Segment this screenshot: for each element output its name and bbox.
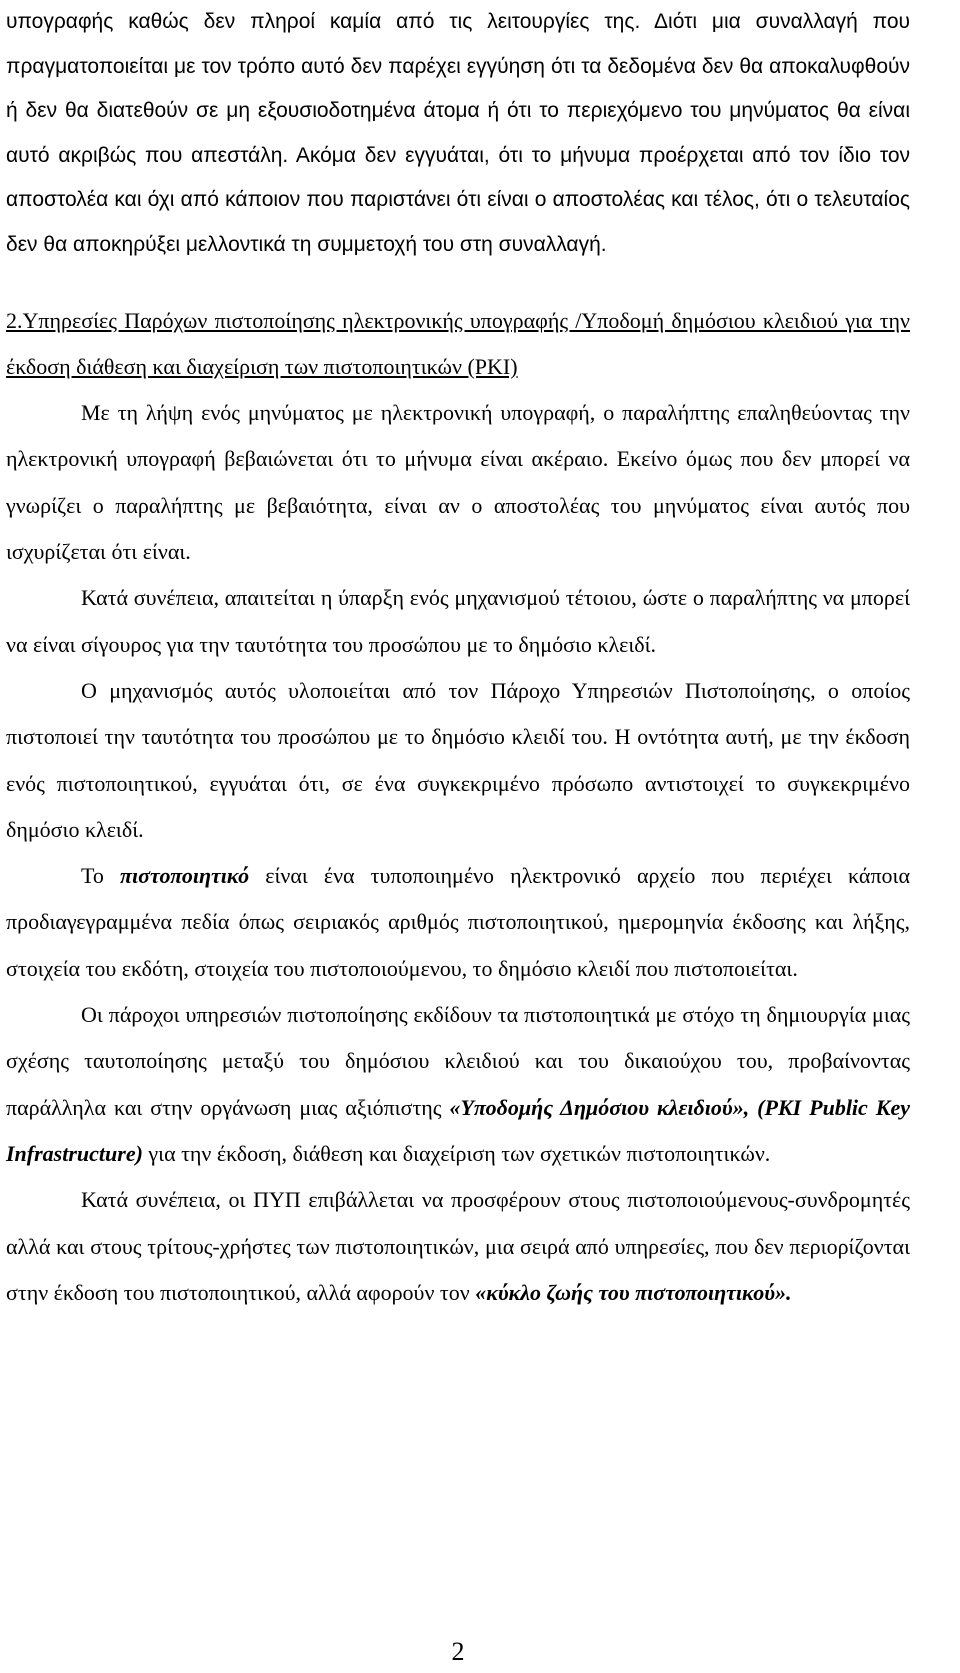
body-paragraph-2: Κατά συνέπεια, απαιτείται η ύπαρξη ενός μηχανισμού τέτοιου, ώστε ο παραλήπτης να μπορεί να είναι σίγουρος για την ταυτότητα του προσώπου με το δημόσιο κλειδί. — [6, 585, 910, 657]
paragraph-gap — [6, 268, 910, 298]
paragraph-6-lead-text: Κατά συνέπεια, οι ΠΥΠ επιβάλλεται να προσφέρουν στους πιστοποιούμενους-συνδρομητές αλλά και στους τρίτους-χρήστες των πιστοποιητικών, μια σειρά από υπηρεσίες, που δεν περιορίζονται στην έκδοση του πιστοποιητικού, αλλά αφορούν τον — [6, 1187, 910, 1305]
body-paragraph-4 — [6, 853, 910, 992]
certificate-lifecycle-term: «κύκλο ζωής του πιστοποιητικού». — [475, 1279, 792, 1305]
paragraph-5-lead-text: Οι πάροχοι υπηρεσιών πιστοποίησης εκδίδουν τα πιστοποιητικά με στόχο τη δημιουργία μιας σχέσης ταυτοποίησης μεταξύ του δημόσιου κλειδιού και του δικαιούχου του, προβαίνοντας παράλληλα και στην οργάνωση μιας αξιόπιστης — [6, 1002, 910, 1120]
pki-term: «Υποδομής Δημόσιου κλειδιού», (PKI Public Key Infrastructure) — [6, 1094, 910, 1166]
intro-paragraph: υπογραφής καθώς δεν πληροί καμία από τις λειτουργίες της. Διότι μια συναλλαγή που πραγματοποιείται με τον τρόπο αυτό δεν παρέχει εγγύηση ότι τα δεδομένα δεν θα αποκαλυφθούν ή δεν θα διατεθούν σε μη εξουσιοδοτημένα άτομα ή ότι το περιεχόμενο του μηνύματος θα είναι αυτό ακριβώς που απεστάλη. Ακόμα δεν εγγυάται, ότι το μήνυμα προέρχεται από τον ίδιο τον αποστολέα και όχι από κάποιον που παριστάνει ότι είναι ο αποστολέας και τέλος, ότι ο τελευταίος δεν θα αποκηρύξει μελλοντικά τη συμμετοχή του στη συναλλαγή. — [6, 10, 910, 256]
section-heading: 2.Υπηρεσίες Παρόχων πιστοποίησης ηλεκτρονικής υπογραφής /Υποδομή δημόσιου κλειδιού για την έκδοση διάθεση και διαχείριση των πιστοποιητικών (PKI) — [6, 307, 910, 379]
paragraph-4-rest-text: είναι ένα τυποποιημένο ηλεκτρονικό αρχείο που περιέχει κάποια προδιαγεγραμμένα πεδία όπως σειριακός αριθμός πιστοποιητικού, ημερομηνία έκδοσης και λήξης, στοιχεία του εκδότη, στοιχεία του πιστοποιούμενου, το δημόσιο κλειδί που πιστοποιείται. — [6, 863, 910, 981]
body-paragraph-5 — [6, 992, 910, 1177]
body-paragraph-1: Με τη λήψη ενός μηνύματος με ηλεκτρονική υπογραφή, ο παραλήπτης επαληθεύοντας την ηλεκτρονική υπογραφή βεβαιώνεται ότι το μήνυμα είναι ακέραιο. Εκείνο όμως που δεν μπορεί να γνωρίζει ο παραλήπτης με βεβαιότητα, είναι αν ο αποστολέας του μηνύματος είναι αυτός που ισχυρίζεται ότι είναι. — [6, 400, 910, 565]
paragraph-4-lead-text: Το — [81, 863, 121, 889]
page-number: 2 — [451, 1637, 465, 1666]
certificate-term: πιστοποιητικό — [120, 863, 250, 889]
document-page — [6, 0, 910, 1673]
body-paragraph-3: Ο μηχανισμός αυτός υλοποιείται από τον Πάροχο Υπηρεσιών Πιστοποίησης, ο οποίος πιστοποιεί την ταυτότητα του προσώπου με το δημόσιο κλειδί του. Η οντότητα αυτή, με την έκδοση ενός πιστοποιητικού, εγγυάται ότι, σε ένα συγκεκριμένο πρόσωπο αντιστοιχεί το συγκεκριμένο δημόσιο κλειδί. — [6, 677, 910, 842]
body-paragraph-6 — [6, 1177, 910, 1316]
paragraph-5-rest-text: για την έκδοση, διάθεση και διαχείριση των σχετικών πιστοποιητικών. — [142, 1140, 771, 1166]
